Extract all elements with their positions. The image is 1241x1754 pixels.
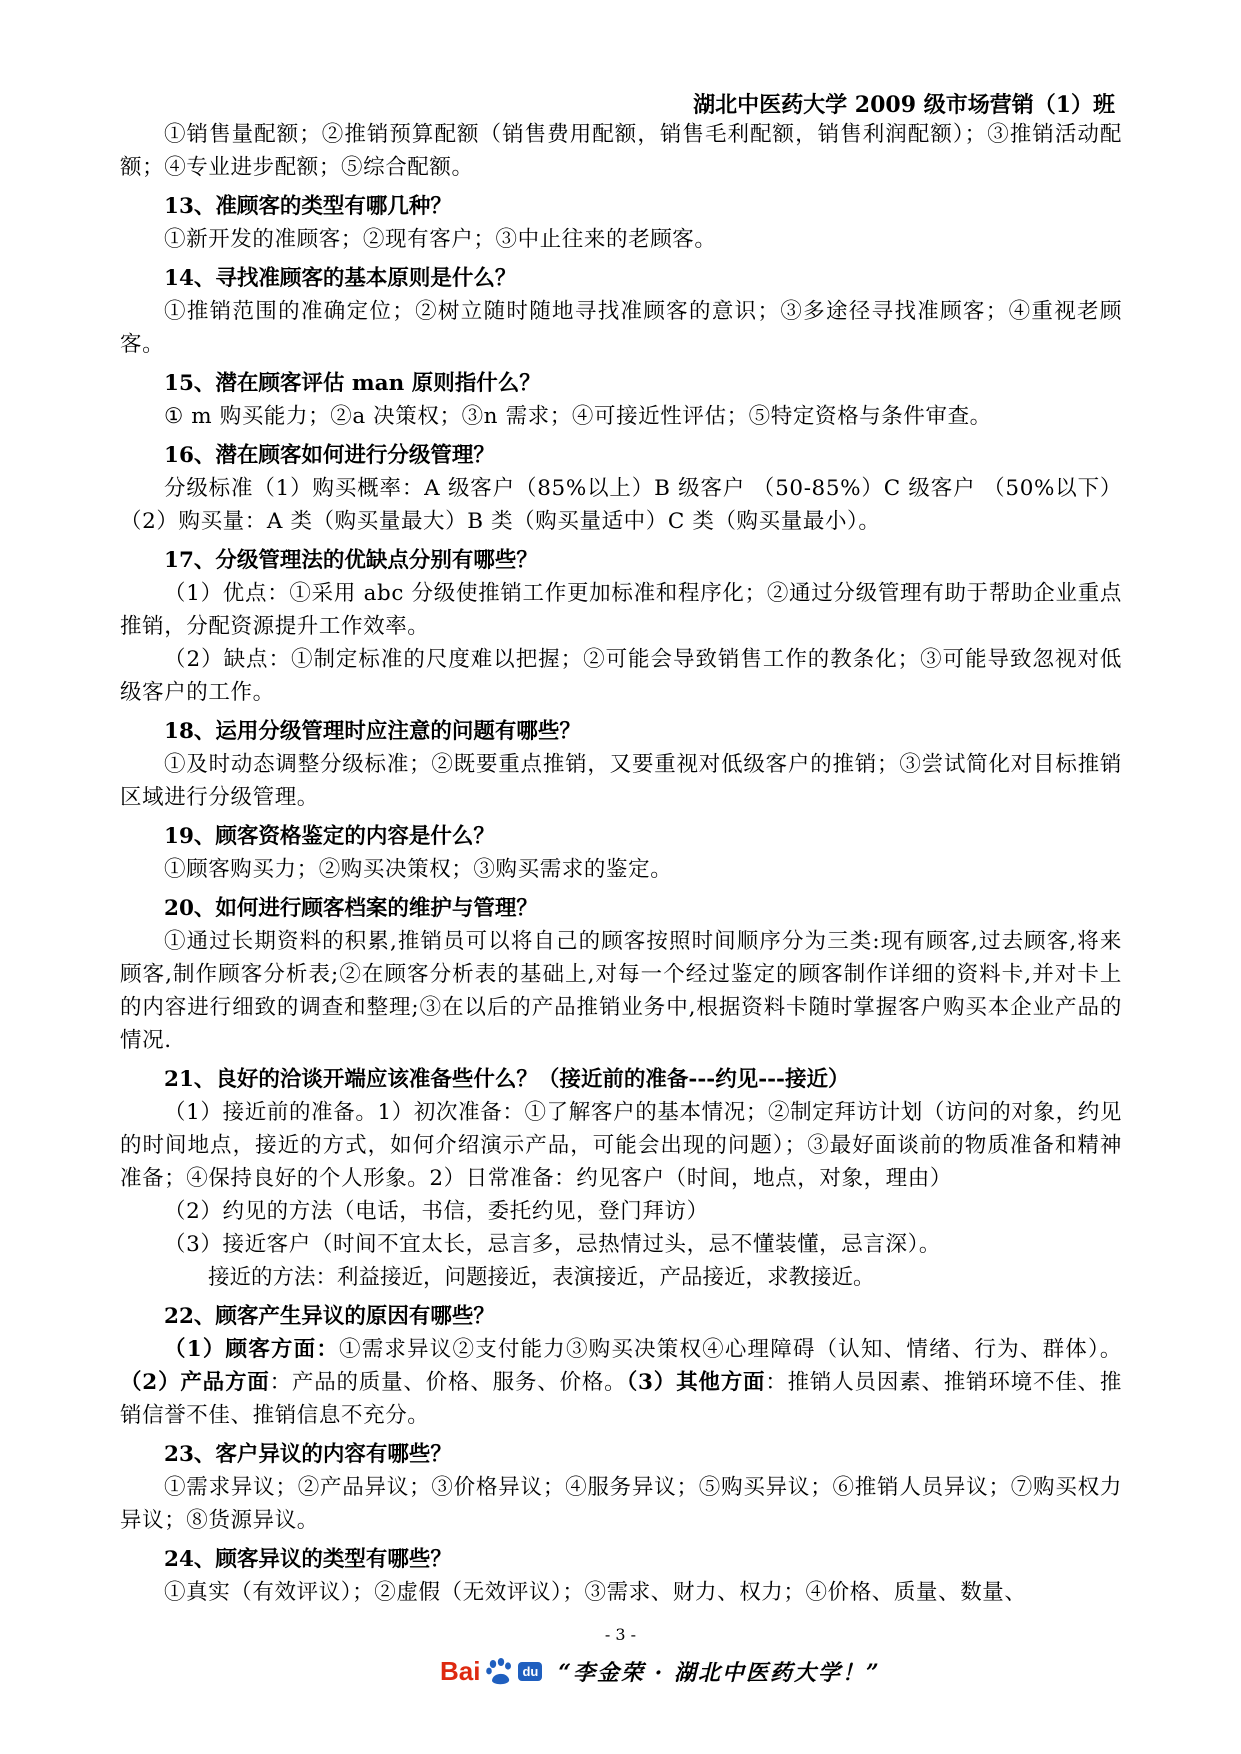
logo-du-text: du [518, 1662, 542, 1681]
answer-22 [120, 1333, 1122, 1432]
answer-22-label-other: （3）其他方面 [626, 1370, 766, 1395]
answer-16: 分级标准（1）购买概率：A 级客户（85%以上）B 级客户 （50-85%）C 级客户 （50%以下）（2）购买量：A 类（购买量最大）B 类（购买量适中）C 类（购买量最小）。 [120, 476, 1122, 534]
answer-22-label-customer: （1）顾客方面： [164, 1337, 340, 1362]
question-24: 24、顾客异议的类型有哪些？ [164, 1547, 452, 1572]
footer-brand [440, 1651, 881, 1691]
document-header: 湖北中医药大学 2009 级市场营销（1）班 [693, 92, 1115, 118]
answer-21-approach: （3）接近客户（时间不宜太长，忌言多，忌热情过头，忌不懂装懂，忌言深）。 [164, 1232, 942, 1257]
question-22: 22、顾客产生异议的原因有哪些？ [164, 1304, 495, 1329]
question-18: 18、运用分级管理时应注意的问题有哪些？ [164, 719, 581, 744]
answer-21-approach-methods: 接近的方法：利益接近，问题接近，表演接近，产品接近，求教接近。 [208, 1265, 875, 1290]
answer-21-preparation: （1）接近前的准备。1）初次准备：①了解客户的基本情况；②制定拜访计划（访问的对象，约见的时间地点，接近的方式，如何介绍演示产品，可能会出现的问题）；③最好面谈前的物质准备和精神准备；④保持良好的个人形象。2）日常准备：约见客户（时间，地点，对象，理由） [120, 1100, 1122, 1191]
answer-20: ①通过长期资料的积累,推销员可以将自己的顾客按照时间顺序分为三类:现有顾客,过去顾客,将来顾客,制作顾客分析表;②在顾客分析表的基础上,对每一个经过鉴定的顾客制作详细的资料卡,并对卡上的内容进行细致的调查和整理;③在以后的产品推销业务中,根据资料卡随时掌握客户购买本企业产品的情况. [120, 929, 1122, 1053]
paragraph-intro: ①销售量配额；②推销预算配额（销售费用配额，销售毛利配额，销售利润配额）；③推销活动配额；④专业进步配额；⑤综合配额。 [120, 122, 1122, 180]
document-body [120, 118, 1122, 1609]
answer-14: ①推销范围的准确定位；②树立随时随地寻找准顾客的意识；③多途径寻找准顾客；④重视老顾客。 [120, 299, 1122, 357]
footer-slogan: “李金荣 · 湖北中医药大学！” [558, 1659, 881, 1686]
question-13: 13、准顾客的类型有哪几种？ [164, 194, 452, 219]
answer-23: ①需求异议；②产品异议；③价格异议；④服务异议；⑤购买异议；⑥推销人员异议；⑦购买权力异议；⑧货源异议。 [120, 1475, 1122, 1533]
answer-22-text-other: ：推销人员因素、推销环境不佳、推销信誉不佳、推销信息不充分。 [120, 1370, 1122, 1428]
answer-15: ① m 购买能力；②a 决策权；③n 需求；④可接近性评估；⑤特定资格与条件审查。 [164, 404, 992, 429]
answer-17-pros: （1）优点：①采用 abc 分级使推销工作更加标准和程序化；②通过分级管理有助于帮助企业重点推销，分配资源提升工作效率。 [120, 581, 1122, 639]
answer-21-methods: （2）约见的方法（电话，书信，委托约见，登门拜访） [164, 1199, 709, 1224]
answer-13: ①新开发的准顾客；②现有客户；③中止往来的老顾客。 [164, 227, 717, 252]
answer-24: ①真实（有效评议）；②虚假（无效评议）；③需求、财力、权力；④价格、质量、数量、 [164, 1580, 1027, 1605]
page-number: - 3 - [604, 1625, 637, 1644]
baidu-logo [440, 1655, 542, 1687]
answer-19: ①顾客购买力；②购买决策权；③购买需求的鉴定。 [164, 857, 673, 882]
logo-bai-text: Bai [440, 1655, 481, 1686]
answer-22-label-product: （2）产品方面 [120, 1370, 270, 1395]
question-23: 23、客户异议的内容有哪些？ [164, 1442, 452, 1467]
paw-icon [484, 1655, 516, 1687]
answer-17-cons: （2）缺点：①制定标准的尺度难以把握；②可能会导致销售工作的教条化；③可能导致忽视对低级客户的工作。 [120, 647, 1122, 705]
question-14: 14、寻找准顾客的基本原则是什么？ [164, 266, 517, 291]
question-16: 16、潜在顾客如何进行分级管理？ [164, 443, 495, 468]
question-21: 21、良好的洽谈开端应该准备些什么？（接近前的准备---约见---接近） [164, 1067, 850, 1092]
answer-22-text-customer: ①需求异议②支付能力③购买决策权④心理障碍（认知、情绪、行为、群体）。 [339, 1337, 1122, 1362]
answer-18: ①及时动态调整分级标准；②既要重点推销，又要重视对低级客户的推销；③尝试简化对目标推销区域进行分级管理。 [120, 752, 1122, 810]
answer-22-text-product: ：产品的质量、价格、服务、价格。 [269, 1370, 627, 1395]
question-17: 17、分级管理法的优缺点分别有哪些？ [164, 548, 538, 573]
question-19: 19、顾客资格鉴定的内容是什么？ [164, 824, 495, 849]
question-20: 20、如何进行顾客档案的维护与管理？ [164, 896, 538, 921]
question-15: 15、潜在顾客评估 man 原则指什么？ [164, 371, 541, 396]
